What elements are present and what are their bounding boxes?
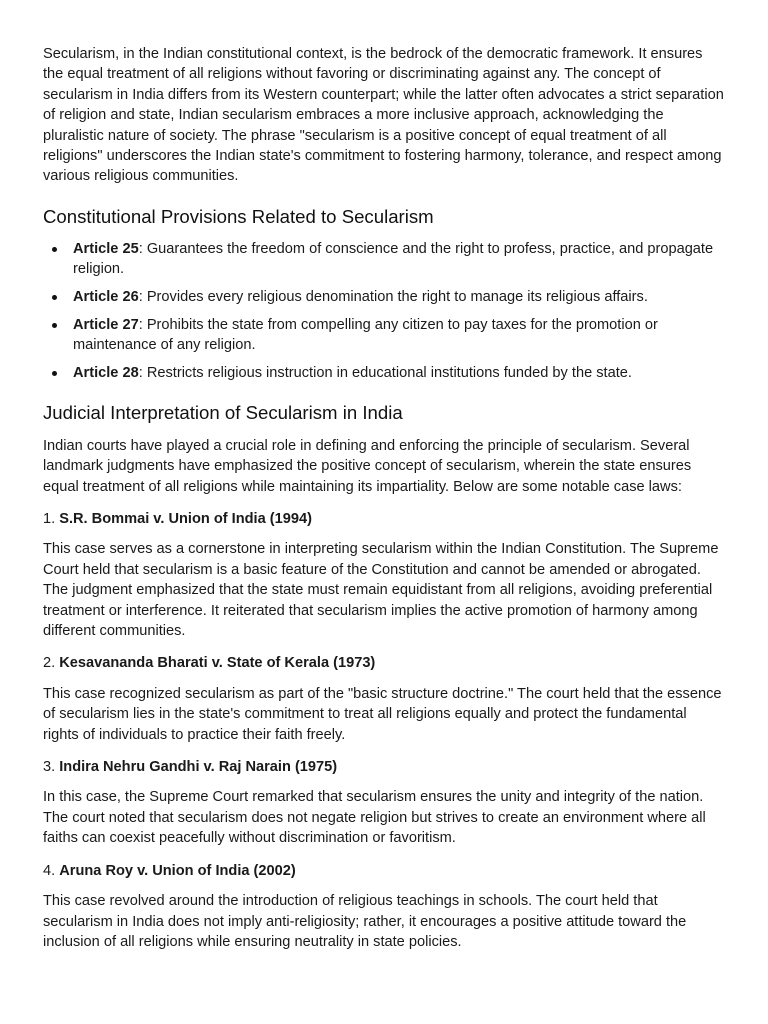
- case-body: This case serves as a cornerstone in interpreting secularism within the Indian Constitution. The Supreme Court held that secularism is a basic feature of the Constitution and cannot be amended or abrogated. The judgment emphasized that the state must remain equidistant from all religions, avoiding preferential treatment or interference. It reiterated that secularism implies the active promotion of harmony among different communities.: [43, 541, 719, 640]
- case-title: [43, 509, 726, 529]
- case-number: 2.: [43, 655, 60, 672]
- case-name: Aruna Roy v. Union of India (2002): [59, 862, 296, 879]
- case-body: In this case, the Supreme Court remarked that secularism ensures the unity and integrity of the nation. The court noted that secularism does not negate religion but strives to create an environment where all faiths can coexist peacefully without discrimination or favoritism.: [43, 789, 706, 847]
- article-text: : Prohibits the state from compelling any citizen to pay taxes for the promotion or maintenance of any religion.: [73, 317, 658, 354]
- case-name: Kesavananda Bharati v. State of Kerala (1973): [59, 655, 376, 672]
- case-number: 4.: [43, 862, 60, 879]
- provisions-list: [43, 239, 726, 384]
- judicial-heading: Judicial Interpretation of Secularism in India: [43, 401, 403, 423]
- case-body: This case revolved around the introduction of religious teachings in schools. The court held that secularism in India does not imply anti-religiosity; rather, it encourages a positive attitude toward the inclusion of all religions while ensuring neutrality in state policies.: [43, 893, 687, 950]
- case-title: [43, 861, 726, 881]
- case-number: 1.: [43, 511, 60, 527]
- provisions-heading: Constitutional Provisions Related to Secularism: [43, 205, 434, 227]
- article-text: : Provides every religious denomination the right to manage its religious affairs.: [138, 289, 648, 306]
- article-label: Article 28: [73, 365, 139, 382]
- case-body: This case recognized secularism as part of the "basic structure doctrine." The court held that the essence of secularism lies in the state's commitment to treat all religions equally and protect the fundamental rights of individuals to practice their faith freely.: [43, 685, 722, 743]
- judicial-intro-paragraph: Indian courts have played a crucial role in defining and enforcing the principle of secularism. Several landmark judgments have emphasized the positive concept of secularism, wherein the state ensures equal treatment of all religions while maintaining its impartiality. Below are some notable case laws:: [43, 437, 692, 495]
- article-text: : Restricts religious instruction in educational institutions funded by the state.: [138, 365, 632, 382]
- list-item: [43, 239, 726, 280]
- article-label: Article 25: [73, 240, 139, 257]
- list-item: [43, 363, 726, 383]
- case-name: Indira Nehru Gandhi v. Raj Narain (1975): [59, 759, 338, 776]
- case-4: [43, 861, 726, 953]
- case-title: [43, 653, 726, 673]
- case-1: [43, 509, 726, 641]
- list-item: [43, 287, 726, 307]
- case-name: S.R. Bommai v. Union of India (1994): [59, 511, 312, 527]
- article-label: Article 26: [73, 289, 139, 306]
- case-2: [43, 653, 726, 745]
- article-text: : Guarantees the freedom of conscience and the right to profess, practice, and propagate religion.: [73, 240, 714, 278]
- intro-paragraph: Secularism, in the Indian constitutional context, is the bedrock of the democratic framework. It ensures the equal treatment of all religions without favoring or discriminating against any. The concept of secularism in India differs from its Western counterpart; while the latter often advocates a strict separation of religion and state, Indian secularism embraces a more inclusive approach, acknowledging the pluralistic nature of society. The phrase "secularism is a positive concept of equal treatment of all religions" underscores the Indian state's commitment to fostering harmony, tolerance, and respect among various religious communities.: [43, 46, 724, 185]
- case-number: 3.: [43, 759, 60, 776]
- case-title: [43, 757, 726, 777]
- case-3: [43, 757, 726, 849]
- article-label: Article 27: [73, 317, 139, 334]
- list-item: [43, 315, 726, 356]
